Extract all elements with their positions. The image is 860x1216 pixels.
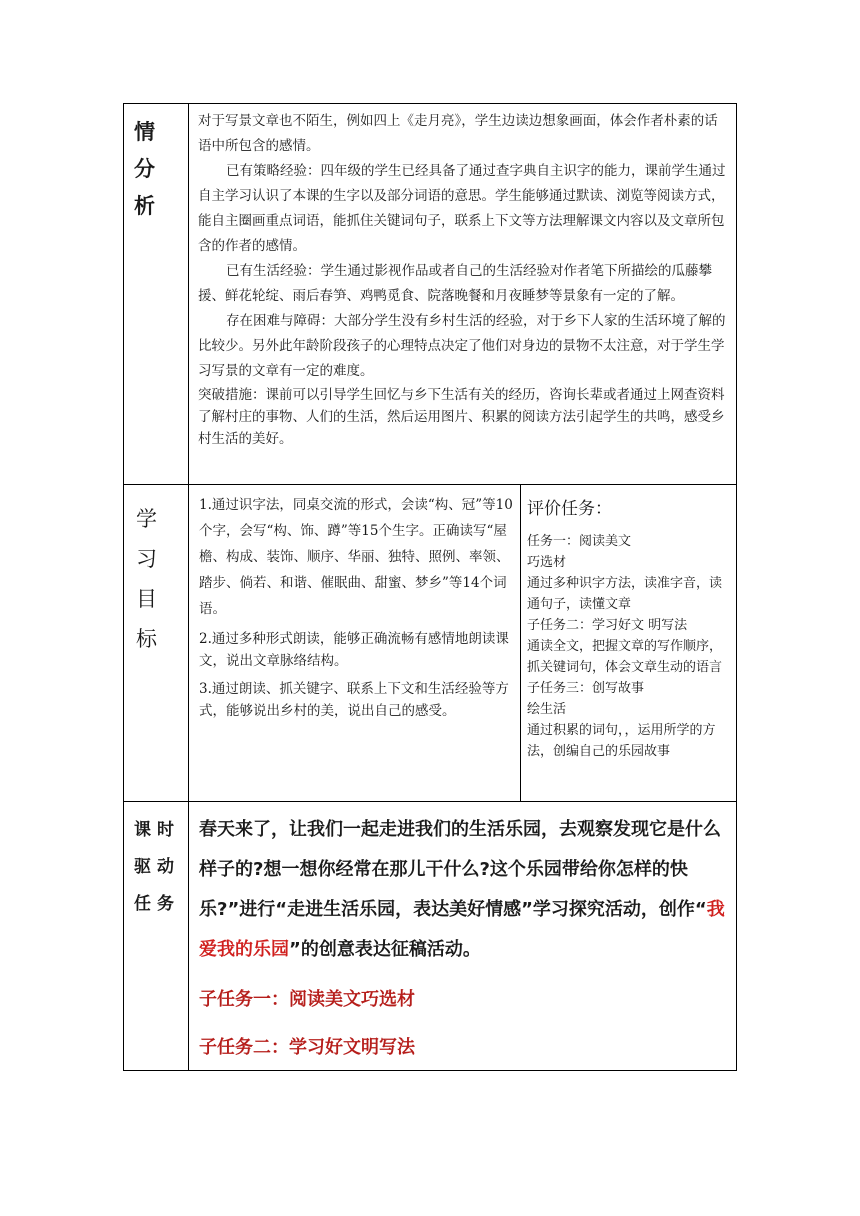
evaluation-line: 任务一：阅读美文	[527, 534, 632, 549]
evaluation-line: 通过积累的词句，，运用所学的方法，创编自己的乐园故事	[527, 723, 716, 759]
label-char: 目	[136, 587, 157, 611]
label-char: 学	[136, 507, 157, 531]
goal-item: 3.通过朗读、抓关键字、联系上下文和生活经验等方式，能够说出乡村的美，说出自己的感受。	[199, 681, 509, 719]
label-char: 情	[134, 120, 155, 144]
drive-label	[134, 812, 180, 923]
label-char: 分	[134, 157, 155, 181]
label-line: 任务	[134, 894, 180, 914]
evaluation-title: 评价任务：	[527, 499, 612, 519]
analysis-paragraph: 已有生活经验：学生通过影视作品或者自己的生活经验对作者笔下所描绘的瓜藤攀援、鲜花轮绽、雨后春笋、鸡鸭觅食、院落晚餐和月夜睡梦等景象有一定的了解。	[198, 263, 712, 304]
analysis-content	[189, 104, 736, 484]
analysis-label-cell	[124, 104, 189, 484]
label-char: 析	[134, 194, 155, 218]
analysis-paragraph: 对于写景文章也不陌生，例如四上《走月亮》，学生边读边想象画面，体会作者朴素的话语中所包含的感情。	[198, 113, 718, 154]
goal-item: 2.通过多种形式朗读，能够正确流畅有感情地朗读课文，说出文章脉络结构。	[199, 631, 509, 669]
drive-highlight: 我爱我的乐园	[199, 899, 725, 960]
evaluation-content	[521, 485, 736, 801]
goals-label-cell	[124, 485, 189, 801]
drive-text: 春天来了，让我们一起走进我们的生活乐园，去观察发现它是什么样子的?想一想你经常在那儿干什么?这个乐园带给你怎样的快乐?”进行“走进生活乐园，表达美好情感”学习探究活动，创作“	[199, 819, 721, 920]
analysis-paragraph: 突破措施：课前可以引导学生回忆与乡下生活有关的经历，咨询长辈或者通过上网查资料了解村庄的事物、人们的生活，然后运用图片、积累的阅读方法引起学生的共鸣，感受乡村生活的美好。	[198, 387, 725, 447]
drive-subtask: 子任务一：阅读美文巧选材	[199, 989, 415, 1010]
analysis-paragraph: 已有策略经验：四年级的学生已经具备了通过查字典自主识字的能力，课前学生通过自主学习认识了本课的生字以及部分词语的意思。学生能够通过默读、浏览等阅读方式，能自主圈画重点词语，能抓住关键词句子，联系上下文等方法理解课文内容以及文章所包含的作者的感情。	[198, 163, 726, 254]
analysis-paragraph: 存在困难与障碍：大部分学生没有乡村生活的经验，对于乡下人家的生活环境了解的比较少。另外此年龄阶段孩子的心理特点决定了他们对身边的景物不太注意，对于学生学习写景的文章有一定的难度。	[198, 313, 726, 379]
evaluation-line: 通过多种识字方法，读准字音，读通句子，读懂文章	[527, 576, 723, 612]
analysis-label	[134, 114, 155, 225]
evaluation-line: 巧选材	[527, 555, 567, 570]
drive-paragraph	[199, 810, 730, 970]
evaluation-line: 绘生活	[527, 702, 567, 717]
goals-label	[136, 499, 157, 659]
analysis-row	[124, 104, 736, 485]
goal-item: 1.通过识字法，同桌交流的形式，会读“构、冠”等10个字，会写“构、饰、蹲”等15个生字。正确读写“屋檐、构成、装饰、顺序、华丽、独特、照例、率领、踏步、倘若、和谐、催眠曲、甜蜜、梦乡”等14个词语。	[199, 497, 513, 617]
drive-label-cell	[124, 802, 189, 1070]
label-line: 课时	[134, 820, 180, 840]
label-char: 标	[136, 627, 157, 651]
goals-content	[189, 485, 521, 801]
label-char: 习	[136, 547, 157, 571]
lesson-plan-table	[123, 103, 737, 1071]
evaluation-line: 子任务二：学习好文 明写法	[527, 618, 688, 633]
drive-text-end: ”的创意表达征稿活动。	[289, 939, 481, 960]
drive-row	[124, 802, 736, 1070]
label-line: 驱动	[134, 857, 180, 877]
drive-subtask: 子任务二：学习好文明写法	[199, 1037, 415, 1058]
goals-row	[124, 485, 736, 802]
evaluation-line: 子任务三：创写故事	[527, 681, 645, 696]
drive-content	[189, 802, 736, 1070]
evaluation-line: 通读全文，把握文章的写作顺序，抓关键词句，体会文章生动的语言	[527, 639, 723, 675]
